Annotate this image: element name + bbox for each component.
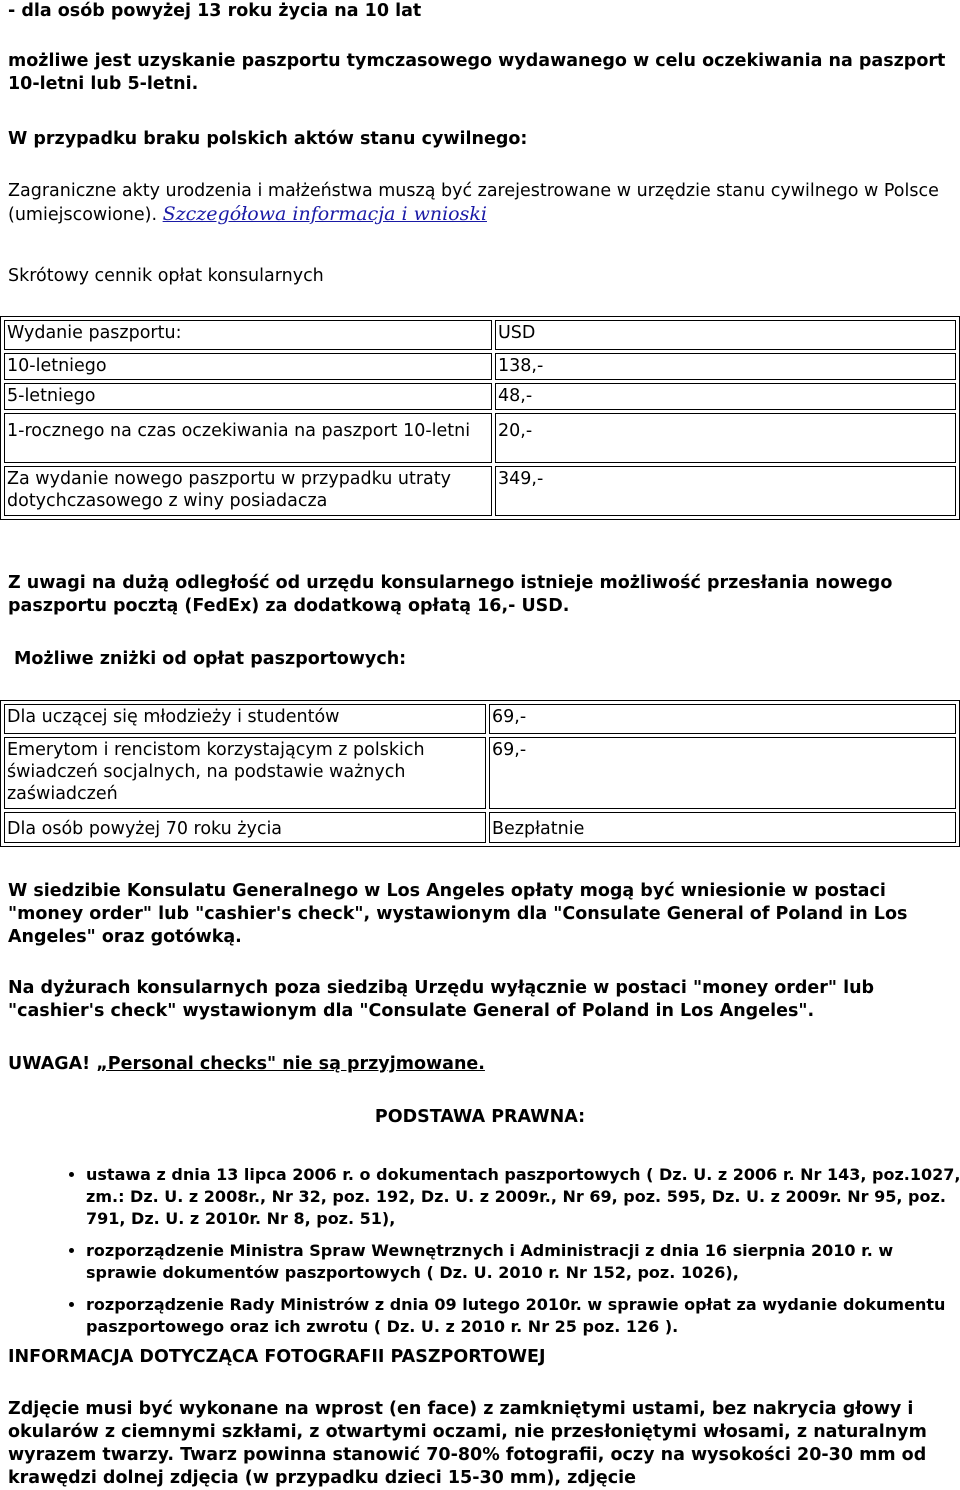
fee-list-heading: Skrótowy cennik opłat konsularnych [8, 266, 324, 286]
temp-passport-text: możliwe jest uzyskanie paszportu tymczasowego wydawanego w celu oczekiwania na paszport 10-letni lub 5-letni. [8, 51, 946, 94]
fee-value: 349,- [495, 466, 956, 516]
table-row [4, 353, 956, 380]
payment-hq-text: W siedzibie Konsulatu Generalnego w Los Angeles opłaty mogą być wniesionie w postaci "money order" lub "cashier's check", wystawionym dla "Consulate General of Poland in Los Angeles" oraz gotówką. [8, 881, 908, 947]
discount-label-text: Emerytom i rencistom korzystającym z polskich świadczeń socjalnych, na podstawie ważnych zaświadczeń [7, 740, 425, 804]
detail-info-link[interactable]: Szczegółowa informacja i wnioski [162, 203, 487, 225]
payment-duty-text: Na dyżurach konsularnych poza siedzibą Urzędu wyłącznie w postaci "money order" lub "cashier's check" wystawionym dla "Consulate General of Poland in Los Angeles". [8, 978, 875, 1021]
table-row [4, 704, 956, 734]
photo-text: Zdjęcie musi być wykonane na wprost (en face) z zamkniętymi ustami, bez nakrycia głowy i okularów z ciemnymi szkłami, z otwartymi oczami, nie przesłoniętymi włosami, z naturalnym wyrazem twarzy. Twarz powinna stanowić 70-80% fotografii, oczy na wysokości 20-30 mm od krawędzi dolnej zdjęcia (w przypadku dzieci 15-30 mm), zdjęcie [8, 1399, 927, 1488]
table-row [4, 737, 956, 809]
discount-label: Dla uczącej się młodzieży i studentów [4, 704, 486, 734]
legal-basis-heading: PODSTAWA PRAWNA: [374, 1107, 586, 1127]
discounts-heading: Możliwe zniżki od opłat paszportowych: [14, 649, 407, 669]
table-row [4, 383, 956, 410]
discount-value: 69,- [489, 704, 956, 734]
discount-value: 69,- [489, 737, 956, 809]
fee-label: 1-rocznego na czas oczekiwania na paszport 10-letni [4, 413, 492, 463]
photo-heading: INFORMACJA DOTYCZĄCA FOTOGRAFII PASZPORTOWEJ [8, 1347, 546, 1367]
table-row [4, 320, 956, 350]
table-row [4, 413, 956, 463]
discount-label [4, 737, 486, 809]
fee-value: 20,- [495, 413, 956, 463]
fedex-note: Z uwagi na dużą odległość od urzędu konsularnego istnieje możliwość przesłania nowego paszportu pocztą (FedEx) za dodatkową opłatą 16,- USD. [8, 573, 893, 616]
warning-line [8, 1053, 952, 1076]
discounts-table [0, 700, 960, 847]
list-item: • rozporządzenie Ministra Spraw Wewnętrznych i Administracji z dnia 16 sierpnia 2010 r. w sprawie dokumentów paszportowych ( Dz. U. 2010 r. Nr 152, poz. 1026), [86, 1240, 960, 1284]
fee-value: USD [495, 320, 956, 350]
foreign-records-paragraph [8, 180, 952, 227]
fee-label: 10-letniego [4, 353, 492, 380]
legal-basis-list [38, 1164, 960, 1348]
no-records-heading: W przypadku braku polskich aktów stanu cywilnego: [8, 129, 528, 149]
fees-table [0, 316, 960, 520]
discount-label: Dla osób powyżej 70 roku życia [4, 812, 486, 843]
fee-value: 48,- [495, 383, 956, 410]
table-row [4, 466, 956, 516]
fee-label: Za wydanie nowego paszportu w przypadku utraty dotychczasowego z winy posiadacza [4, 466, 492, 516]
fee-label: 5-letniego [4, 383, 492, 410]
fee-value: 138,- [495, 353, 956, 380]
list-item: • rozporządzenie Rady Ministrów z dnia 09 lutego 2010r. w sprawie opłat za wydanie dokumentu paszportowego oraz ich zwrotu ( Dz. U. z 2010 r. Nr 25 poz. 126 ). [86, 1294, 960, 1338]
discount-value: Bezpłatnie [489, 812, 956, 843]
warning-text: „Personal checks" nie są przyjmowane. [96, 1054, 485, 1074]
foreign-records-text: Zagraniczne akty urodzenia i małżeństwa muszą być zarejestrowane w urzędzie stanu cywilnego w Polsce (umiejscowione). [8, 181, 939, 225]
table-row [4, 812, 956, 843]
intro-line: - dla osób powyżej 13 roku życia na 10 lat [8, 1, 422, 21]
fee-label: Wydanie paszportu: [4, 320, 492, 350]
warning-label: UWAGA! [8, 1054, 91, 1074]
list-item: • ustawa z dnia 13 lipca 2006 r. o dokumentach paszportowych ( Dz. U. z 2006 r. Nr 143, poz.1027, zm.: Dz. U. z 2008r., Nr 32, poz. 192, Dz. U. z 2009r., Nr 69, poz. 595, Dz. U. z 2009r. Nr 95, poz. 791, Dz. U. z 2010r. Nr 8, poz. 51), [86, 1164, 960, 1230]
